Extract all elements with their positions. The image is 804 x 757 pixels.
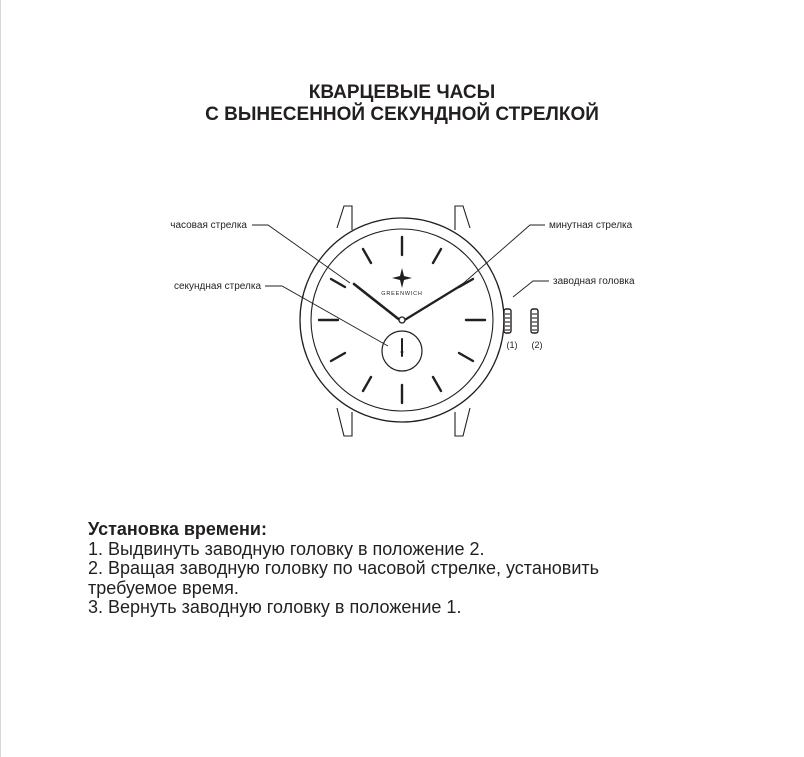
- crown-position-1-label: (1): [506, 340, 518, 350]
- instruction-step-3: 3. Вернуть заводную головку в положение 1.: [88, 597, 462, 617]
- instruction-step-2-line-1: 2. Вращая заводную головку по часовой стрелке, установить: [88, 558, 600, 578]
- hands-pivot: [399, 317, 405, 323]
- compass-logo-icon: [392, 268, 412, 288]
- instruction-step-2-line-2: требуемое время.: [88, 577, 239, 598]
- crown-leader: [513, 281, 549, 297]
- hour-hand: [354, 284, 401, 321]
- minute-hand-label: минутная стрелка: [549, 220, 633, 231]
- hour-hand-label: часовая стрелка: [170, 220, 247, 231]
- hour-hand-leader: [252, 225, 350, 283]
- crown-position-1: [504, 309, 511, 333]
- crown-position-2: [531, 309, 538, 333]
- second-hand-pivot: [401, 351, 404, 354]
- minute-hand: [403, 283, 465, 321]
- title-line-1: КВАРЦЕВЫЕ ЧАСЫ: [308, 82, 496, 103]
- minute-hand-leader: [458, 225, 545, 288]
- instructions-heading: Установка времени:: [88, 519, 267, 539]
- brand-name: GREENWICH: [381, 291, 423, 297]
- title-line-2: С ВЫНЕСЕННОЙ СЕКУНДНОЙ СТРЕЛКОЙ: [205, 104, 599, 125]
- crown-label: заводная головка: [553, 276, 635, 287]
- time-setting-instructions: [88, 520, 768, 618]
- instruction-step-1: 1. Выдвинуть заводную головку в положение 2.: [88, 538, 485, 559]
- crown-position-2-label: (2): [531, 340, 543, 350]
- second-hand-label: секундная стрелка: [173, 281, 261, 292]
